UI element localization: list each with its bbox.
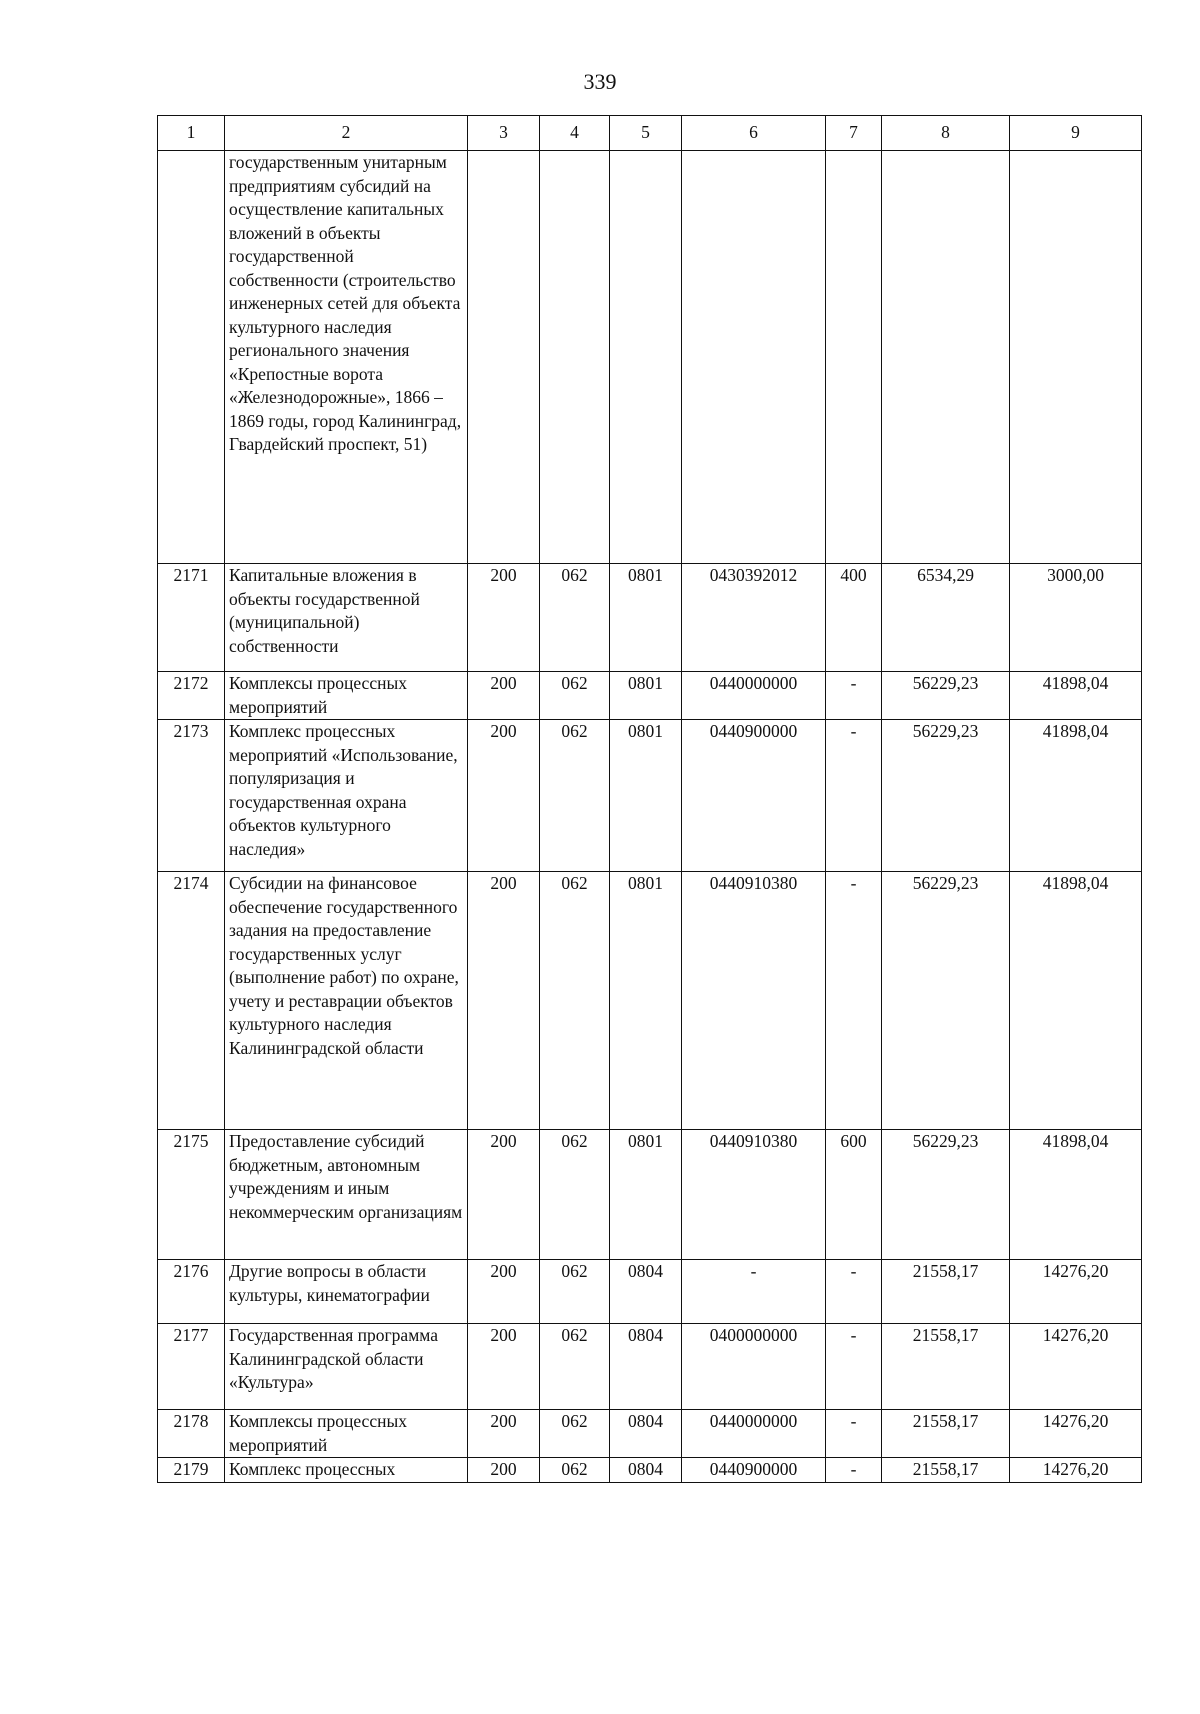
column-3-cell: 200 — [468, 1458, 540, 1483]
header-cell: 2 — [225, 116, 468, 151]
column-3-cell: 200 — [468, 1260, 540, 1324]
column-9-cell: 3000,00 — [1010, 564, 1142, 672]
table-row — [158, 1130, 1142, 1260]
column-3-cell: 200 — [468, 1130, 540, 1260]
column-8-cell: 21558,17 — [882, 1458, 1010, 1483]
column-3-cell: 200 — [468, 1324, 540, 1410]
column-7-cell: - — [826, 1410, 882, 1458]
header-cell: 7 — [826, 116, 882, 151]
column-7-cell — [826, 151, 882, 564]
column-3-cell: 200 — [468, 672, 540, 720]
column-5-cell: 0801 — [610, 1130, 682, 1260]
header-cell: 8 — [882, 116, 1010, 151]
column-7-cell: - — [826, 872, 882, 1130]
table-row — [158, 1410, 1142, 1458]
column-8-cell: 56229,23 — [882, 1130, 1010, 1260]
column-4-cell: 062 — [540, 672, 610, 720]
column-4-cell: 062 — [540, 1130, 610, 1260]
column-4-cell — [540, 151, 610, 564]
row-number-cell: 2173 — [158, 720, 225, 872]
item-name-cell: Комплекс процессных — [225, 1458, 468, 1483]
column-9-cell: 14276,20 — [1010, 1260, 1142, 1324]
column-8-cell: 6534,29 — [882, 564, 1010, 672]
header-cell: 4 — [540, 116, 610, 151]
column-8-cell: 21558,17 — [882, 1260, 1010, 1324]
table-body — [158, 151, 1142, 1483]
column-3-cell: 200 — [468, 564, 540, 672]
table-row — [158, 1458, 1142, 1483]
column-9-cell: 14276,20 — [1010, 1410, 1142, 1458]
column-8-cell: 21558,17 — [882, 1410, 1010, 1458]
item-name-cell: Государственная программа Калининградской области «Культура» — [225, 1324, 468, 1410]
column-7-cell: - — [826, 1324, 882, 1410]
column-8-cell: 56229,23 — [882, 720, 1010, 872]
column-6-cell: 0440910380 — [682, 872, 826, 1130]
column-9-cell: 41898,04 — [1010, 1130, 1142, 1260]
column-9-cell — [1010, 151, 1142, 564]
row-number-cell: 2175 — [158, 1130, 225, 1260]
header-cell: 6 — [682, 116, 826, 151]
column-7-cell: - — [826, 720, 882, 872]
column-6-cell: 0440900000 — [682, 720, 826, 872]
column-6-cell: 0440000000 — [682, 1410, 826, 1458]
row-number-cell: 2179 — [158, 1458, 225, 1483]
item-name-cell: Комплексы процессных мероприятий — [225, 1410, 468, 1458]
column-6-cell: 0400000000 — [682, 1324, 826, 1410]
column-7-cell: 600 — [826, 1130, 882, 1260]
column-5-cell — [610, 151, 682, 564]
column-4-cell: 062 — [540, 564, 610, 672]
item-name-cell: Капитальные вложения в объекты государственной (муниципальной) собственности — [225, 564, 468, 672]
budget-table — [157, 115, 1142, 1483]
row-number-cell: 2174 — [158, 872, 225, 1130]
column-8-cell: 56229,23 — [882, 872, 1010, 1130]
row-number-cell: 2176 — [158, 1260, 225, 1324]
column-5-cell: 0804 — [610, 1260, 682, 1324]
row-number-cell: 2171 — [158, 564, 225, 672]
column-6-cell: 0440000000 — [682, 672, 826, 720]
column-5-cell: 0804 — [610, 1458, 682, 1483]
table-row — [158, 872, 1142, 1130]
header-cell: 1 — [158, 116, 225, 151]
column-3-cell: 200 — [468, 872, 540, 1130]
row-number-cell — [158, 151, 225, 564]
table-row — [158, 151, 1142, 564]
table-row — [158, 672, 1142, 720]
table-row — [158, 1260, 1142, 1324]
item-name-cell: Субсидии на финансовое обеспечение государственного задания на предоставление государственных услуг (выполнение работ) по охране, учету и реставрации объектов культурного наследия Калининградской области — [225, 872, 468, 1130]
column-6-cell — [682, 151, 826, 564]
row-number-cell: 2172 — [158, 672, 225, 720]
column-5-cell: 0801 — [610, 564, 682, 672]
column-7-cell: - — [826, 1458, 882, 1483]
column-8-cell: 21558,17 — [882, 1324, 1010, 1410]
column-7-cell: - — [826, 1260, 882, 1324]
column-8-cell — [882, 151, 1010, 564]
table-header — [158, 116, 1142, 151]
column-3-cell — [468, 151, 540, 564]
column-7-cell: - — [826, 672, 882, 720]
column-4-cell: 062 — [540, 1324, 610, 1410]
column-7-cell: 400 — [826, 564, 882, 672]
item-name-cell: Комплексы процессных мероприятий — [225, 672, 468, 720]
header-cell: 3 — [468, 116, 540, 151]
item-name-cell: Другие вопросы в области культуры, кинематографии — [225, 1260, 468, 1324]
item-name-cell: Предоставление субсидий бюджетным, автономным учреждениям и иным некоммерческим организациям — [225, 1130, 468, 1260]
column-9-cell: 41898,04 — [1010, 872, 1142, 1130]
column-4-cell: 062 — [540, 1458, 610, 1483]
row-number-cell: 2178 — [158, 1410, 225, 1458]
column-4-cell: 062 — [540, 720, 610, 872]
header-cell: 5 — [610, 116, 682, 151]
column-5-cell: 0804 — [610, 1324, 682, 1410]
column-6-cell: 0440900000 — [682, 1458, 826, 1483]
header-row — [158, 116, 1142, 151]
column-4-cell: 062 — [540, 872, 610, 1130]
column-6-cell: - — [682, 1260, 826, 1324]
column-9-cell: 14276,20 — [1010, 1324, 1142, 1410]
column-9-cell: 14276,20 — [1010, 1458, 1142, 1483]
column-4-cell: 062 — [540, 1410, 610, 1458]
column-6-cell: 0430392012 — [682, 564, 826, 672]
column-3-cell: 200 — [468, 1410, 540, 1458]
column-4-cell: 062 — [540, 1260, 610, 1324]
column-9-cell: 41898,04 — [1010, 672, 1142, 720]
item-name-cell: Комплекс процессных мероприятий «Использование, популяризация и государственная охрана объектов культурного наследия» — [225, 720, 468, 872]
column-5-cell: 0801 — [610, 872, 682, 1130]
column-6-cell: 0440910380 — [682, 1130, 826, 1260]
column-3-cell: 200 — [468, 720, 540, 872]
table-row — [158, 564, 1142, 672]
page-number: 339 — [583, 69, 617, 94]
table-row — [158, 1324, 1142, 1410]
column-5-cell: 0801 — [610, 672, 682, 720]
column-5-cell: 0804 — [610, 1410, 682, 1458]
item-name-cell: государственным унитарным предприятиям субсидий на осуществление капитальных вложений в объекты государственной собственности (строительство инженерных сетей для объекта культурного наследия регионального значения «Крепостные ворота «Железнодорожные», 1866 –1869 годы, город Калининград, Гвардейский проспект, 51) — [225, 151, 468, 564]
column-9-cell: 41898,04 — [1010, 720, 1142, 872]
row-number-cell: 2177 — [158, 1324, 225, 1410]
column-8-cell: 56229,23 — [882, 672, 1010, 720]
table-row — [158, 720, 1142, 872]
column-5-cell: 0801 — [610, 720, 682, 872]
header-cell: 9 — [1010, 116, 1142, 151]
